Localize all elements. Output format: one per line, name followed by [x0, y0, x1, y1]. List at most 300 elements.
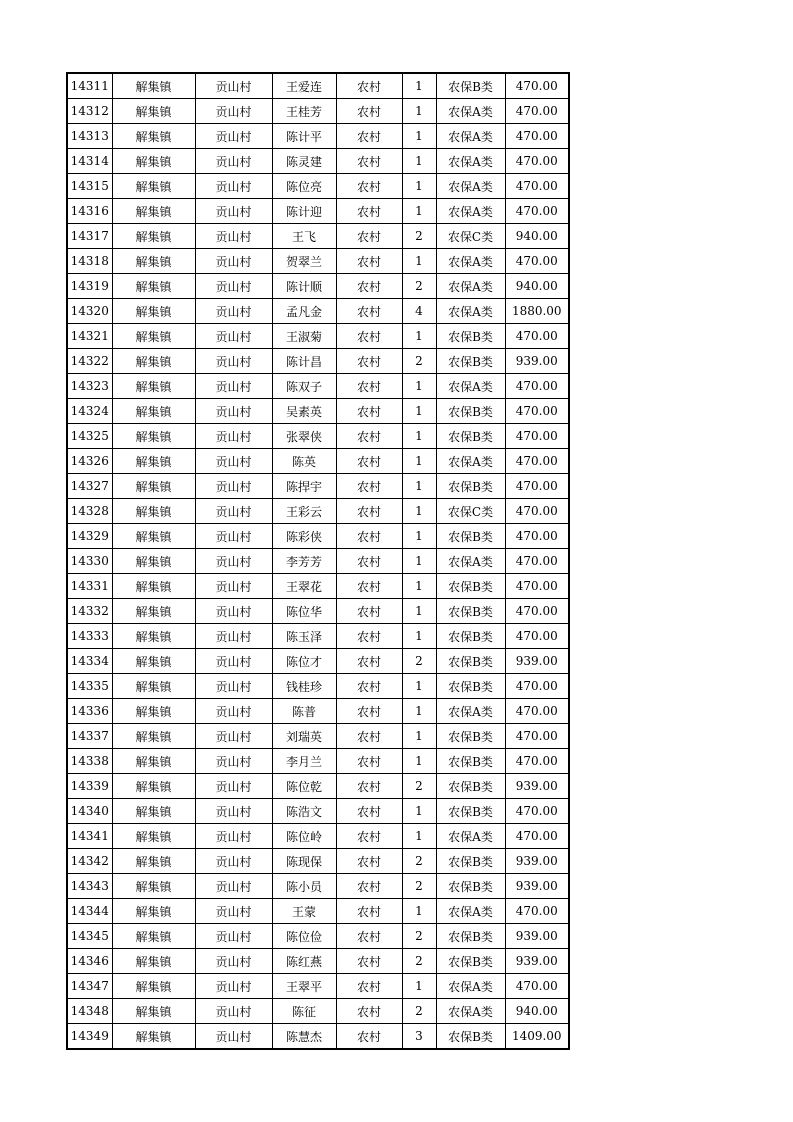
table-row	[67, 124, 569, 149]
serial-number-cell: 14336	[67, 699, 112, 724]
town-cell: 解集镇	[112, 799, 195, 824]
town-cell: 解集镇	[112, 599, 195, 624]
table-row	[67, 199, 569, 224]
town-cell: 解集镇	[112, 549, 195, 574]
village-cell: 贡山村	[195, 73, 272, 99]
amount-cell: 939.00	[505, 924, 569, 949]
table-row	[67, 724, 569, 749]
table-row	[67, 424, 569, 449]
amount-cell: 1409.00	[505, 1024, 569, 1050]
town-cell: 解集镇	[112, 749, 195, 774]
table-row	[67, 849, 569, 874]
town-cell: 解集镇	[112, 724, 195, 749]
amount-cell: 470.00	[505, 624, 569, 649]
town-cell: 解集镇	[112, 274, 195, 299]
category-cell: 农保B类	[436, 774, 505, 799]
category-cell: 农保A类	[436, 449, 505, 474]
name-cell: 陈现保	[272, 849, 336, 874]
village-cell: 贡山村	[195, 574, 272, 599]
area-type-cell: 农村	[336, 824, 402, 849]
name-cell: 王飞	[272, 224, 336, 249]
table-row	[67, 324, 569, 349]
village-cell: 贡山村	[195, 99, 272, 124]
category-cell: 农保A类	[436, 974, 505, 999]
serial-number-cell: 14322	[67, 349, 112, 374]
table-row	[67, 824, 569, 849]
amount-cell: 940.00	[505, 999, 569, 1024]
table-row	[67, 749, 569, 774]
serial-number-cell: 14348	[67, 999, 112, 1024]
household-count-cell: 2	[402, 649, 436, 674]
table-row	[67, 149, 569, 174]
table-row	[67, 224, 569, 249]
household-count-cell: 2	[402, 924, 436, 949]
amount-cell: 470.00	[505, 399, 569, 424]
household-count-cell: 1	[402, 549, 436, 574]
village-cell: 贡山村	[195, 324, 272, 349]
household-count-cell: 1	[402, 324, 436, 349]
household-count-cell: 1	[402, 824, 436, 849]
village-cell: 贡山村	[195, 649, 272, 674]
area-type-cell: 农村	[336, 874, 402, 899]
town-cell: 解集镇	[112, 474, 195, 499]
area-type-cell: 农村	[336, 424, 402, 449]
household-count-cell: 1	[402, 124, 436, 149]
area-type-cell: 农村	[336, 699, 402, 724]
household-count-cell: 1	[402, 199, 436, 224]
amount-cell: 939.00	[505, 949, 569, 974]
amount-cell: 470.00	[505, 124, 569, 149]
name-cell: 王蒙	[272, 899, 336, 924]
table-row	[67, 349, 569, 374]
serial-number-cell: 14332	[67, 599, 112, 624]
table-row	[67, 524, 569, 549]
amount-cell: 470.00	[505, 724, 569, 749]
amount-cell: 470.00	[505, 749, 569, 774]
area-type-cell: 农村	[336, 174, 402, 199]
household-count-cell: 2	[402, 949, 436, 974]
household-count-cell: 1	[402, 99, 436, 124]
village-cell: 贡山村	[195, 724, 272, 749]
village-cell: 贡山村	[195, 699, 272, 724]
village-cell: 贡山村	[195, 674, 272, 699]
amount-cell: 940.00	[505, 274, 569, 299]
town-cell: 解集镇	[112, 199, 195, 224]
household-count-cell: 1	[402, 249, 436, 274]
amount-cell: 470.00	[505, 249, 569, 274]
village-cell: 贡山村	[195, 549, 272, 574]
table-row	[67, 374, 569, 399]
name-cell: 陈双子	[272, 374, 336, 399]
household-count-cell: 1	[402, 599, 436, 624]
area-type-cell: 农村	[336, 624, 402, 649]
serial-number-cell: 14330	[67, 549, 112, 574]
category-cell: 农保A类	[436, 174, 505, 199]
category-cell: 农保B类	[436, 724, 505, 749]
village-cell: 贡山村	[195, 824, 272, 849]
table-row	[67, 449, 569, 474]
category-cell: 农保B类	[436, 624, 505, 649]
town-cell: 解集镇	[112, 449, 195, 474]
table-row	[67, 399, 569, 424]
town-cell: 解集镇	[112, 999, 195, 1024]
amount-cell: 470.00	[505, 199, 569, 224]
village-cell: 贡山村	[195, 949, 272, 974]
name-cell: 孟凡金	[272, 299, 336, 324]
serial-number-cell: 14335	[67, 674, 112, 699]
village-cell: 贡山村	[195, 799, 272, 824]
town-cell: 解集镇	[112, 824, 195, 849]
town-cell: 解集镇	[112, 674, 195, 699]
category-cell: 农保B类	[436, 799, 505, 824]
category-cell: 农保B类	[436, 674, 505, 699]
amount-cell: 470.00	[505, 474, 569, 499]
table-row	[67, 599, 569, 624]
name-cell: 陈彩侠	[272, 524, 336, 549]
name-cell: 陈计顺	[272, 274, 336, 299]
village-cell: 贡山村	[195, 874, 272, 899]
amount-cell: 939.00	[505, 774, 569, 799]
village-cell: 贡山村	[195, 424, 272, 449]
area-type-cell: 农村	[336, 374, 402, 399]
town-cell: 解集镇	[112, 624, 195, 649]
town-cell: 解集镇	[112, 774, 195, 799]
village-cell: 贡山村	[195, 374, 272, 399]
name-cell: 吴素英	[272, 399, 336, 424]
amount-cell: 470.00	[505, 99, 569, 124]
category-cell: 农保A类	[436, 199, 505, 224]
area-type-cell: 农村	[336, 149, 402, 174]
category-cell: 农保A类	[436, 374, 505, 399]
category-cell: 农保B类	[436, 874, 505, 899]
name-cell: 陈小员	[272, 874, 336, 899]
serial-number-cell: 14319	[67, 274, 112, 299]
table-row	[67, 649, 569, 674]
village-cell: 贡山村	[195, 999, 272, 1024]
household-count-cell: 2	[402, 349, 436, 374]
table-body	[67, 73, 569, 1049]
town-cell: 解集镇	[112, 424, 195, 449]
town-cell: 解集镇	[112, 374, 195, 399]
amount-cell: 470.00	[505, 499, 569, 524]
household-count-cell: 1	[402, 399, 436, 424]
table-row	[67, 99, 569, 124]
table-row	[67, 474, 569, 499]
serial-number-cell: 14312	[67, 99, 112, 124]
town-cell: 解集镇	[112, 699, 195, 724]
category-cell: 农保A类	[436, 149, 505, 174]
area-type-cell: 农村	[336, 949, 402, 974]
area-type-cell: 农村	[336, 224, 402, 249]
table-row	[67, 1024, 569, 1050]
area-type-cell: 农村	[336, 799, 402, 824]
town-cell: 解集镇	[112, 249, 195, 274]
town-cell: 解集镇	[112, 174, 195, 199]
category-cell: 农保A类	[436, 824, 505, 849]
town-cell: 解集镇	[112, 574, 195, 599]
serial-number-cell: 14339	[67, 774, 112, 799]
name-cell: 陈计昌	[272, 349, 336, 374]
serial-number-cell: 14316	[67, 199, 112, 224]
category-cell: 农保C类	[436, 499, 505, 524]
amount-cell: 470.00	[505, 549, 569, 574]
serial-number-cell: 14343	[67, 874, 112, 899]
name-cell: 张翠侠	[272, 424, 336, 449]
household-count-cell: 2	[402, 224, 436, 249]
town-cell: 解集镇	[112, 499, 195, 524]
table-row	[67, 999, 569, 1024]
household-count-cell: 1	[402, 699, 436, 724]
household-count-cell: 1	[402, 499, 436, 524]
table-row	[67, 274, 569, 299]
serial-number-cell: 14334	[67, 649, 112, 674]
serial-number-cell: 14326	[67, 449, 112, 474]
category-cell: 农保B类	[436, 73, 505, 99]
name-cell: 陈红燕	[272, 949, 336, 974]
village-cell: 贡山村	[195, 774, 272, 799]
village-cell: 贡山村	[195, 449, 272, 474]
name-cell: 陈位亮	[272, 174, 336, 199]
category-cell: 农保B类	[436, 924, 505, 949]
serial-number-cell: 14347	[67, 974, 112, 999]
village-cell: 贡山村	[195, 174, 272, 199]
category-cell: 农保A类	[436, 99, 505, 124]
category-cell: 农保B类	[436, 424, 505, 449]
town-cell: 解集镇	[112, 299, 195, 324]
household-count-cell: 2	[402, 849, 436, 874]
area-type-cell: 农村	[336, 724, 402, 749]
area-type-cell: 农村	[336, 124, 402, 149]
town-cell: 解集镇	[112, 524, 195, 549]
area-type-cell: 农村	[336, 349, 402, 374]
village-cell: 贡山村	[195, 249, 272, 274]
serial-number-cell: 14323	[67, 374, 112, 399]
name-cell: 李月兰	[272, 749, 336, 774]
name-cell: 陈计平	[272, 124, 336, 149]
area-type-cell: 农村	[336, 99, 402, 124]
area-type-cell: 农村	[336, 574, 402, 599]
household-count-cell: 3	[402, 1024, 436, 1050]
table-row	[67, 73, 569, 99]
amount-cell: 470.00	[505, 73, 569, 99]
table-row	[67, 249, 569, 274]
name-cell: 陈计迎	[272, 199, 336, 224]
area-type-cell: 农村	[336, 474, 402, 499]
name-cell: 陈位乾	[272, 774, 336, 799]
village-cell: 贡山村	[195, 899, 272, 924]
category-cell: 农保B类	[436, 324, 505, 349]
table-row	[67, 874, 569, 899]
amount-cell: 939.00	[505, 349, 569, 374]
serial-number-cell: 14320	[67, 299, 112, 324]
village-cell: 贡山村	[195, 124, 272, 149]
serial-number-cell: 14311	[67, 73, 112, 99]
household-count-cell: 2	[402, 774, 436, 799]
category-cell: 农保A类	[436, 124, 505, 149]
household-count-cell: 1	[402, 724, 436, 749]
category-cell: 农保A类	[436, 249, 505, 274]
area-type-cell: 农村	[336, 749, 402, 774]
household-count-cell: 1	[402, 474, 436, 499]
serial-number-cell: 14325	[67, 424, 112, 449]
name-cell: 陈位俭	[272, 924, 336, 949]
table-row	[67, 299, 569, 324]
name-cell: 陈位华	[272, 599, 336, 624]
category-cell: 农保B类	[436, 524, 505, 549]
table-row	[67, 949, 569, 974]
amount-cell: 470.00	[505, 374, 569, 399]
household-count-cell: 1	[402, 974, 436, 999]
name-cell: 陈征	[272, 999, 336, 1024]
town-cell: 解集镇	[112, 849, 195, 874]
table-row	[67, 549, 569, 574]
name-cell: 陈灵建	[272, 149, 336, 174]
category-cell: 农保B类	[436, 599, 505, 624]
table-row	[67, 799, 569, 824]
name-cell: 陈玉泽	[272, 624, 336, 649]
amount-cell: 470.00	[505, 449, 569, 474]
serial-number-cell: 14318	[67, 249, 112, 274]
household-count-cell: 1	[402, 73, 436, 99]
category-cell: 农保A类	[436, 549, 505, 574]
table-row	[67, 699, 569, 724]
amount-cell: 470.00	[505, 824, 569, 849]
household-count-cell: 1	[402, 449, 436, 474]
area-type-cell: 农村	[336, 649, 402, 674]
name-cell: 陈位才	[272, 649, 336, 674]
category-cell: 农保B类	[436, 849, 505, 874]
serial-number-cell: 14333	[67, 624, 112, 649]
category-cell: 农保A类	[436, 699, 505, 724]
village-cell: 贡山村	[195, 499, 272, 524]
area-type-cell: 农村	[336, 849, 402, 874]
category-cell: 农保A类	[436, 999, 505, 1024]
household-count-cell: 4	[402, 299, 436, 324]
area-type-cell: 农村	[336, 499, 402, 524]
serial-number-cell: 14327	[67, 474, 112, 499]
category-cell: 农保A类	[436, 299, 505, 324]
area-type-cell: 农村	[336, 324, 402, 349]
amount-cell: 470.00	[505, 899, 569, 924]
category-cell: 农保B类	[436, 399, 505, 424]
amount-cell: 940.00	[505, 224, 569, 249]
name-cell: 陈浩文	[272, 799, 336, 824]
area-type-cell: 农村	[336, 249, 402, 274]
table-row	[67, 674, 569, 699]
village-cell: 贡山村	[195, 149, 272, 174]
household-count-cell: 1	[402, 799, 436, 824]
town-cell: 解集镇	[112, 399, 195, 424]
serial-number-cell: 14338	[67, 749, 112, 774]
amount-cell: 470.00	[505, 674, 569, 699]
area-type-cell: 农村	[336, 1024, 402, 1050]
village-cell: 贡山村	[195, 524, 272, 549]
area-type-cell: 农村	[336, 774, 402, 799]
serial-number-cell: 14340	[67, 799, 112, 824]
town-cell: 解集镇	[112, 99, 195, 124]
household-count-cell: 2	[402, 274, 436, 299]
household-count-cell: 1	[402, 749, 436, 774]
household-count-cell: 1	[402, 624, 436, 649]
amount-cell: 939.00	[505, 849, 569, 874]
amount-cell: 1880.00	[505, 299, 569, 324]
town-cell: 解集镇	[112, 649, 195, 674]
amount-cell: 470.00	[505, 574, 569, 599]
name-cell: 陈普	[272, 699, 336, 724]
serial-number-cell: 14314	[67, 149, 112, 174]
name-cell: 王桂芳	[272, 99, 336, 124]
serial-number-cell: 14342	[67, 849, 112, 874]
name-cell: 王翠平	[272, 974, 336, 999]
area-type-cell: 农村	[336, 449, 402, 474]
serial-number-cell: 14313	[67, 124, 112, 149]
category-cell: 农保A类	[436, 274, 505, 299]
category-cell: 农保B类	[436, 474, 505, 499]
category-cell: 农保A类	[436, 899, 505, 924]
village-cell: 贡山村	[195, 599, 272, 624]
name-cell: 陈慧杰	[272, 1024, 336, 1050]
table-row	[67, 974, 569, 999]
category-cell: 农保B类	[436, 574, 505, 599]
serial-number-cell: 14328	[67, 499, 112, 524]
household-count-cell: 1	[402, 174, 436, 199]
serial-number-cell: 14329	[67, 524, 112, 549]
name-cell: 贺翠兰	[272, 249, 336, 274]
amount-cell: 470.00	[505, 599, 569, 624]
amount-cell: 470.00	[505, 974, 569, 999]
area-type-cell: 农村	[336, 549, 402, 574]
area-type-cell: 农村	[336, 974, 402, 999]
name-cell: 陈英	[272, 449, 336, 474]
name-cell: 钱桂珍	[272, 674, 336, 699]
category-cell: 农保B类	[436, 649, 505, 674]
amount-cell: 470.00	[505, 324, 569, 349]
name-cell: 王爱连	[272, 73, 336, 99]
household-count-cell: 1	[402, 899, 436, 924]
village-cell: 贡山村	[195, 749, 272, 774]
household-count-cell: 1	[402, 424, 436, 449]
town-cell: 解集镇	[112, 124, 195, 149]
serial-number-cell: 14331	[67, 574, 112, 599]
town-cell: 解集镇	[112, 949, 195, 974]
village-cell: 贡山村	[195, 299, 272, 324]
amount-cell: 470.00	[505, 424, 569, 449]
serial-number-cell: 14346	[67, 949, 112, 974]
category-cell: 农保B类	[436, 749, 505, 774]
amount-cell: 939.00	[505, 649, 569, 674]
amount-cell: 939.00	[505, 874, 569, 899]
town-cell: 解集镇	[112, 73, 195, 99]
village-cell: 贡山村	[195, 274, 272, 299]
serial-number-cell: 14337	[67, 724, 112, 749]
household-count-cell: 1	[402, 149, 436, 174]
village-cell: 贡山村	[195, 849, 272, 874]
village-cell: 贡山村	[195, 1024, 272, 1050]
serial-number-cell: 14321	[67, 324, 112, 349]
serial-number-cell: 14345	[67, 924, 112, 949]
table-row	[67, 174, 569, 199]
serial-number-cell: 14341	[67, 824, 112, 849]
area-type-cell: 农村	[336, 899, 402, 924]
village-cell: 贡山村	[195, 399, 272, 424]
name-cell: 李芳芳	[272, 549, 336, 574]
table-row	[67, 924, 569, 949]
serial-number-cell: 14317	[67, 224, 112, 249]
village-cell: 贡山村	[195, 474, 272, 499]
category-cell: 农保B类	[436, 949, 505, 974]
name-cell: 刘瑞英	[272, 724, 336, 749]
town-cell: 解集镇	[112, 974, 195, 999]
